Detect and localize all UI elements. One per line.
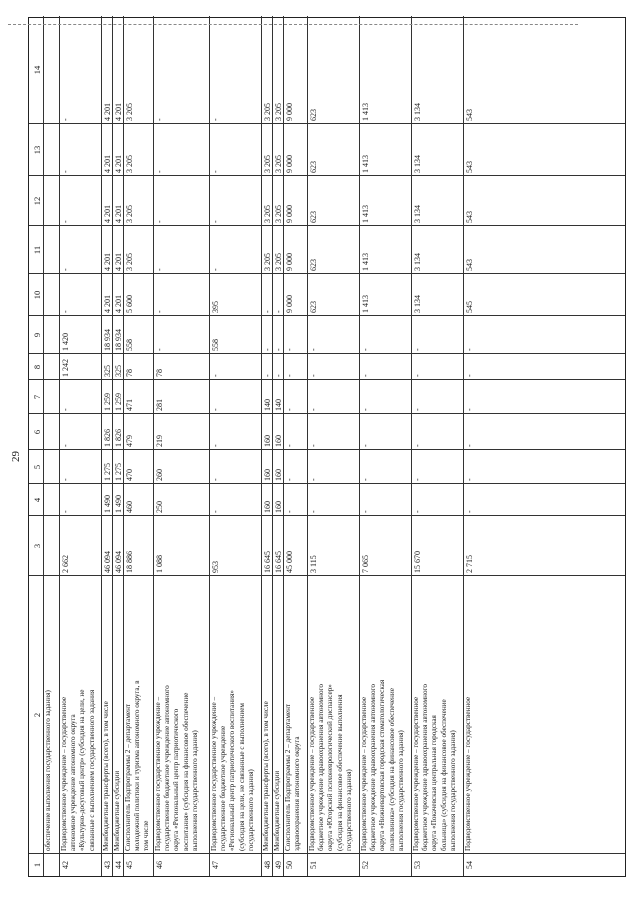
table-cell: - <box>413 444 422 447</box>
table-cell: - <box>274 310 283 313</box>
table-cell: 3 205 <box>263 253 272 271</box>
row-number: 46 <box>155 861 164 869</box>
table-cell: - <box>155 220 164 223</box>
row-name: Межбюджетные субсидии <box>273 770 281 851</box>
table-cell: 558 <box>125 339 134 351</box>
table-cell: 543 <box>465 109 474 121</box>
table-cell: 3 205 <box>274 103 283 121</box>
column-header: 8 <box>32 364 42 370</box>
table-cell: 4 201 <box>114 103 123 121</box>
table-cell: 1 242 <box>61 359 70 377</box>
table-cell: 160 <box>274 501 283 513</box>
column-divider <box>29 353 625 354</box>
table-cell: 4 201 <box>114 155 123 173</box>
table-cell: - <box>361 408 370 411</box>
table-cell: - <box>361 374 370 377</box>
table-cell: 543 <box>465 259 474 271</box>
table-cell: 260 <box>155 469 164 481</box>
table-cell: 4 201 <box>103 295 112 313</box>
table-cell: - <box>155 118 164 121</box>
row-name: Подведомственное учреждение – государственное бюджетное учреждение здравоохранения автономного округа «Покачевская центральная городская больница» (субсидия на финансовое обеспечение выполнения государственного задания) <box>412 684 457 851</box>
row-name: Межбюджетные трансферты (всего), в том числе <box>262 701 270 851</box>
table-cell: 623 <box>309 259 318 271</box>
column-header: 11 <box>32 245 42 255</box>
table-cell: 9 000 <box>285 205 294 223</box>
table-cell: - <box>61 170 70 173</box>
table-cell: 4 201 <box>114 295 123 313</box>
table-cell: - <box>61 220 70 223</box>
table-cell: 18 934 <box>114 329 123 351</box>
row-number: 52 <box>361 861 370 869</box>
table-cell: - <box>309 510 318 513</box>
column-divider <box>29 315 625 316</box>
table-cell: 471 <box>125 399 134 411</box>
column-divider <box>29 413 625 414</box>
table-cell: 18 934 <box>103 329 112 351</box>
table-cell: - <box>61 268 70 271</box>
row-name: Соисполнитель Подпрограммы 2 – департамент молодежной политики и туризма автономного округа, в том числе <box>124 680 151 851</box>
table-cell: - <box>285 510 294 513</box>
table-cell: 250 <box>155 501 164 513</box>
table-cell: 1 275 <box>114 463 123 481</box>
row-name: Межбюджетные трансферты (всего), в том числе <box>102 701 110 851</box>
table-cell: - <box>61 118 70 121</box>
row-number: 53 <box>413 861 422 869</box>
table-cell: 3 205 <box>263 155 272 173</box>
table-cell: - <box>211 444 220 447</box>
table-cell: - <box>465 478 474 481</box>
table-cell: - <box>309 408 318 411</box>
table-cell: - <box>263 374 272 377</box>
table-cell: - <box>155 268 164 271</box>
column-header: 9 <box>32 332 42 338</box>
row-name: Соисполнитель Подпрограммы 2 – департамент здравоохранения автономного округа <box>284 703 302 851</box>
row-number: 45 <box>125 861 134 869</box>
table-cell: 1 826 <box>114 429 123 447</box>
table-cell: - <box>285 348 294 351</box>
table-cell: 953 <box>211 561 220 573</box>
table-cell: 15 670 <box>413 551 422 573</box>
table-cell: 140 <box>274 399 283 411</box>
table-cell: - <box>61 478 70 481</box>
column-header: 4 <box>32 497 42 503</box>
table-cell: 1 826 <box>103 429 112 447</box>
table-cell: 3 134 <box>413 205 422 223</box>
table-cell: - <box>465 510 474 513</box>
row-name: Подведомственное государственное учреждение – государственное бюджетное учреждение «Региональный центр патриотического воспитания» (субсидия на цели, не связанные с выполнением государственного задания) <box>210 690 255 851</box>
table-cell: 1 259 <box>114 393 123 411</box>
table-cell: 160 <box>274 435 283 447</box>
table-cell: - <box>61 444 70 447</box>
table-cell: 1 413 <box>361 205 370 223</box>
table-cell: 1 420 <box>61 333 70 351</box>
table-cell: - <box>211 408 220 411</box>
column-header: 2 <box>32 712 42 718</box>
table-cell: 3 205 <box>263 205 272 223</box>
table-cell: 470 <box>125 469 134 481</box>
table-cell: 46 094 <box>114 551 123 573</box>
row-name: Подведомственное государственное учреждение – государственное бюджетное учреждение автономного округа «Региональный центр патриотического воспитания» (субсидия на финансовое обеспечение выполнения государственного задания) <box>154 685 199 851</box>
table-cell: - <box>61 310 70 313</box>
table-cell: 558 <box>211 339 220 351</box>
table-cell: 543 <box>465 211 474 223</box>
table-cell: - <box>211 374 220 377</box>
table-cell: 3 115 <box>309 555 318 573</box>
table-cell: - <box>155 170 164 173</box>
table-cell: - <box>61 408 70 411</box>
table-cell: 1 490 <box>103 495 112 513</box>
table-cell: 160 <box>263 469 272 481</box>
table-cell: - <box>211 220 220 223</box>
table-cell: 78 <box>155 369 164 377</box>
table-cell: - <box>61 510 70 513</box>
column-divider <box>29 379 625 380</box>
column-divider <box>29 123 625 124</box>
table-cell: - <box>211 268 220 271</box>
table-cell: - <box>465 444 474 447</box>
table-cell: - <box>413 478 422 481</box>
column-header: 14 <box>32 65 42 75</box>
table-cell: 160 <box>263 501 272 513</box>
column-header: 7 <box>32 394 42 400</box>
column-header: 10 <box>32 290 42 300</box>
table-cell: 623 <box>309 161 318 173</box>
table-cell: 325 <box>103 365 112 377</box>
row-number: 50 <box>285 861 294 869</box>
table-cell: 4 201 <box>103 155 112 173</box>
row-number: 51 <box>309 861 318 869</box>
table-cell: 160 <box>274 469 283 481</box>
table-cell: - <box>285 478 294 481</box>
column-divider <box>29 175 625 176</box>
table-cell: - <box>211 478 220 481</box>
table-cell: 281 <box>155 399 164 411</box>
column-header: 5 <box>32 464 42 470</box>
table-cell: 1 490 <box>114 495 123 513</box>
table-cell: - <box>413 348 422 351</box>
table-cell: - <box>465 348 474 351</box>
column-divider <box>29 515 625 516</box>
column-divider <box>29 575 625 576</box>
table-cell: 9 000 <box>285 295 294 313</box>
row-number: 43 <box>103 861 112 869</box>
table-cell: 78 <box>125 369 134 377</box>
column-header: 12 <box>32 196 42 206</box>
table-cell: 1 413 <box>361 155 370 173</box>
table-cell: - <box>211 170 220 173</box>
row-name: Подведомственное учреждение – государственное бюджетное учреждение здравоохранения автономного округа «Югорский психоневрологический диспансер» (субсидия на финансовое обеспечение выполнения государственного задания) <box>308 684 353 851</box>
table-cell: 479 <box>125 435 134 447</box>
table-cell: - <box>413 408 422 411</box>
table-cell: 3 205 <box>125 253 134 271</box>
budget-table <box>28 17 626 877</box>
table-cell: 2 715 <box>465 555 474 573</box>
table-cell: - <box>413 374 422 377</box>
column-header: 6 <box>32 429 42 435</box>
row-number: 49 <box>274 861 283 869</box>
table-cell: - <box>309 374 318 377</box>
table-cell: 160 <box>263 435 272 447</box>
row-name: Подведомственное учреждение – государственное <box>464 696 472 851</box>
table-cell: 9 000 <box>285 253 294 271</box>
table-cell: 4 201 <box>103 253 112 271</box>
table-cell: - <box>361 444 370 447</box>
table-cell: 4 201 <box>114 205 123 223</box>
table-cell: 4 201 <box>103 205 112 223</box>
table-cell: - <box>309 444 318 447</box>
table-cell: 395 <box>211 301 220 313</box>
table-cell: 9 000 <box>285 155 294 173</box>
column-header: 13 <box>32 145 42 155</box>
table-cell: 1 413 <box>361 295 370 313</box>
table-cell: 3 205 <box>274 155 283 173</box>
table-cell: 460 <box>125 501 134 513</box>
table-cell: 2 662 <box>61 555 70 573</box>
table-cell: 1 413 <box>361 103 370 121</box>
table-cell: - <box>413 510 422 513</box>
table-cell: - <box>274 348 283 351</box>
row-name: Межбюджетные субсидии <box>113 770 121 851</box>
table-grid <box>28 17 626 877</box>
table-cell: 4 201 <box>103 103 112 121</box>
table-cell: 1 275 <box>103 463 112 481</box>
row-number: 54 <box>465 861 474 869</box>
table-cell: - <box>309 478 318 481</box>
table-cell: 140 <box>263 399 272 411</box>
table-cell: - <box>263 310 272 313</box>
column-divider <box>29 483 625 484</box>
column-header: 3 <box>32 543 42 549</box>
table-cell: 325 <box>114 365 123 377</box>
table-cell: 16 645 <box>274 551 283 573</box>
table-cell: 46 094 <box>103 551 112 573</box>
table-cell: - <box>285 408 294 411</box>
row-name: Подведомственное учреждение – государственное автономное учреждение автономного округа «Культурно-досуговый центр» (субсидия на цели, не связанные с выполнением государственного задания <box>60 689 96 851</box>
page-number: 29 <box>10 451 22 462</box>
column-header: 1 <box>32 862 42 868</box>
table-cell: 3 134 <box>413 155 422 173</box>
table-cell: - <box>465 374 474 377</box>
table-cell: 9 000 <box>285 103 294 121</box>
table-cell: 1 259 <box>103 393 112 411</box>
table-cell: 7 065 <box>361 555 370 573</box>
row-number: 48 <box>263 861 272 869</box>
table-cell: 3 205 <box>274 253 283 271</box>
table-cell: - <box>285 374 294 377</box>
table-cell: - <box>361 510 370 513</box>
row-number: 42 <box>61 861 70 869</box>
table-cell: - <box>285 444 294 447</box>
table-cell: 3 134 <box>413 295 422 313</box>
table-cell: 3 205 <box>125 155 134 173</box>
row-name: Подведомственное учреждение – государственное бюджетное учреждение здравоохранения автономного округа «Нижневартовская городская стоматологическая поликлиника» (субсидия на финансовое обеспечение выполнения государственного задания) <box>360 679 405 851</box>
table-cell: - <box>309 348 318 351</box>
table-cell: 3 134 <box>413 103 422 121</box>
table-cell: - <box>155 310 164 313</box>
table-cell: 3 205 <box>125 205 134 223</box>
table-cell: 623 <box>309 211 318 223</box>
table-cell: 3 205 <box>125 103 134 121</box>
table-cell: 16 645 <box>263 551 272 573</box>
table-cell: 3 134 <box>413 253 422 271</box>
column-divider <box>29 273 625 274</box>
table-cell: - <box>155 348 164 351</box>
table-cell: - <box>274 374 283 377</box>
table-cell: 623 <box>309 301 318 313</box>
table-cell: 5 600 <box>125 295 134 313</box>
table-cell: 1 088 <box>155 555 164 573</box>
table-cell: - <box>361 478 370 481</box>
table-cell: 3 205 <box>274 205 283 223</box>
table-cell: - <box>361 348 370 351</box>
table-cell: 623 <box>309 109 318 121</box>
table-cell: 45 000 <box>285 551 294 573</box>
table-cell: 4 201 <box>114 253 123 271</box>
scan-edge <box>8 24 578 25</box>
table-cell: 1 413 <box>361 253 370 271</box>
column-divider <box>29 225 625 226</box>
table-cell: - <box>263 348 272 351</box>
column-divider <box>29 449 625 450</box>
row-name: обеспечение выполнения государственного задания) <box>44 690 52 851</box>
table-cell: 18 886 <box>125 551 134 573</box>
row-number: 44 <box>114 861 123 869</box>
table-cell: 3 205 <box>263 103 272 121</box>
table-cell: 543 <box>465 161 474 173</box>
table-cell: - <box>211 510 220 513</box>
table-cell: 219 <box>155 435 164 447</box>
table-cell: - <box>211 118 220 121</box>
table-cell: - <box>465 408 474 411</box>
row-number: 47 <box>211 861 220 869</box>
table-cell: 545 <box>465 301 474 313</box>
